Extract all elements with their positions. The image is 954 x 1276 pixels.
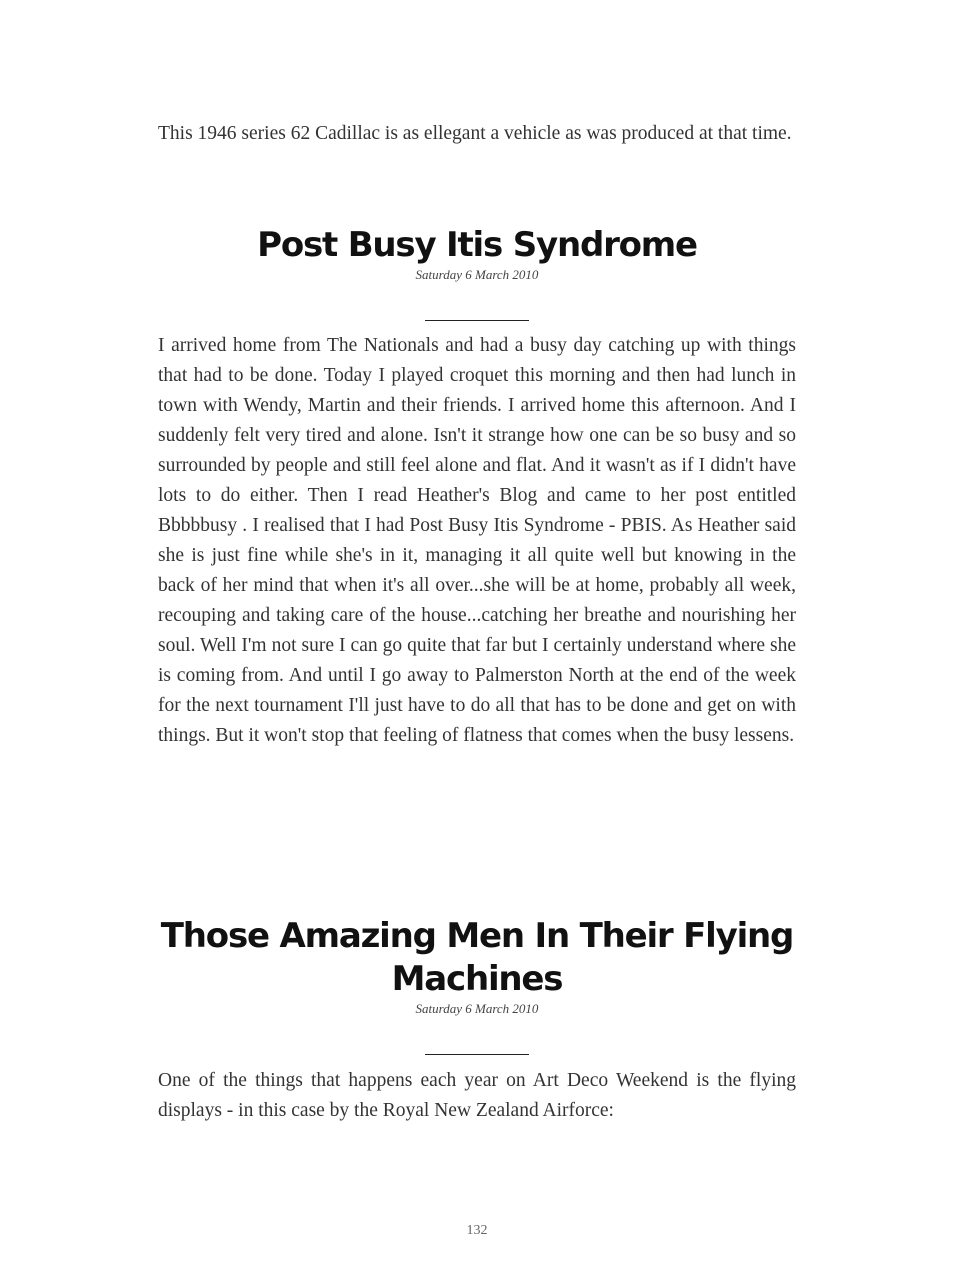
post-2-divider-wrap (158, 1054, 796, 1055)
post-2-title: Those Amazing Men In Their Flying Machines (160, 916, 794, 999)
post-1-date: Saturday 6 March 2010 (415, 267, 539, 282)
post-2-body-wrap (158, 1066, 796, 1126)
post-2-date: Saturday 6 March 2010 (415, 1001, 539, 1016)
page-number: 132 (466, 1223, 488, 1238)
post-1-body-wrap (158, 331, 796, 751)
intro-paragraph: This 1946 series 62 Cadillac is as ellegant a vehicle as was produced at that time. (158, 123, 792, 144)
intro-section (158, 119, 796, 149)
post-1-divider (425, 320, 529, 321)
post-2-divider (425, 1054, 529, 1055)
post-2 (158, 915, 796, 1017)
post-1-title: Post Busy Itis Syndrome (257, 225, 697, 265)
post-1-divider-wrap (158, 320, 796, 321)
post-2-body: One of the things that happens each year on Art Deco Weekend is the flying displays - in this case by the Royal New Zealand Airforce: (158, 1070, 796, 1121)
post-1 (158, 224, 796, 283)
post-1-body: I arrived home from The Nationals and had a busy day catching up with things that had to be done. Today I played croquet this morning and then had lunch in town with Wendy, Martin and their friends. I arrived home this afternoon. And I suddenly felt very tired and alone. Isn't it strange how one can be so busy and so surrounded by people and still feel alone and flat. And it wasn't as if I didn't have lots to do either. Then I read Heather's Blog and came to her post entitled Bbbbbusy . I realised that I had Post Busy Itis Syndrome - PBIS. As Heather said she is just fine while she's in it, managing it all quite well but knowing in the back of her mind that when it's all over...she will be at home, probably all week, recouping and taking care of the house...catching her breathe and nourishing her soul. Well I'm not sure I can go quite that far but I certainly understand where she is coming from. And until I go away to Palmerston North at the end of the week for the next tournament I'll just have to do all that has to be done and get on with things. But it won't stop that feeling of flatness that comes when the busy lessens. (158, 335, 796, 746)
